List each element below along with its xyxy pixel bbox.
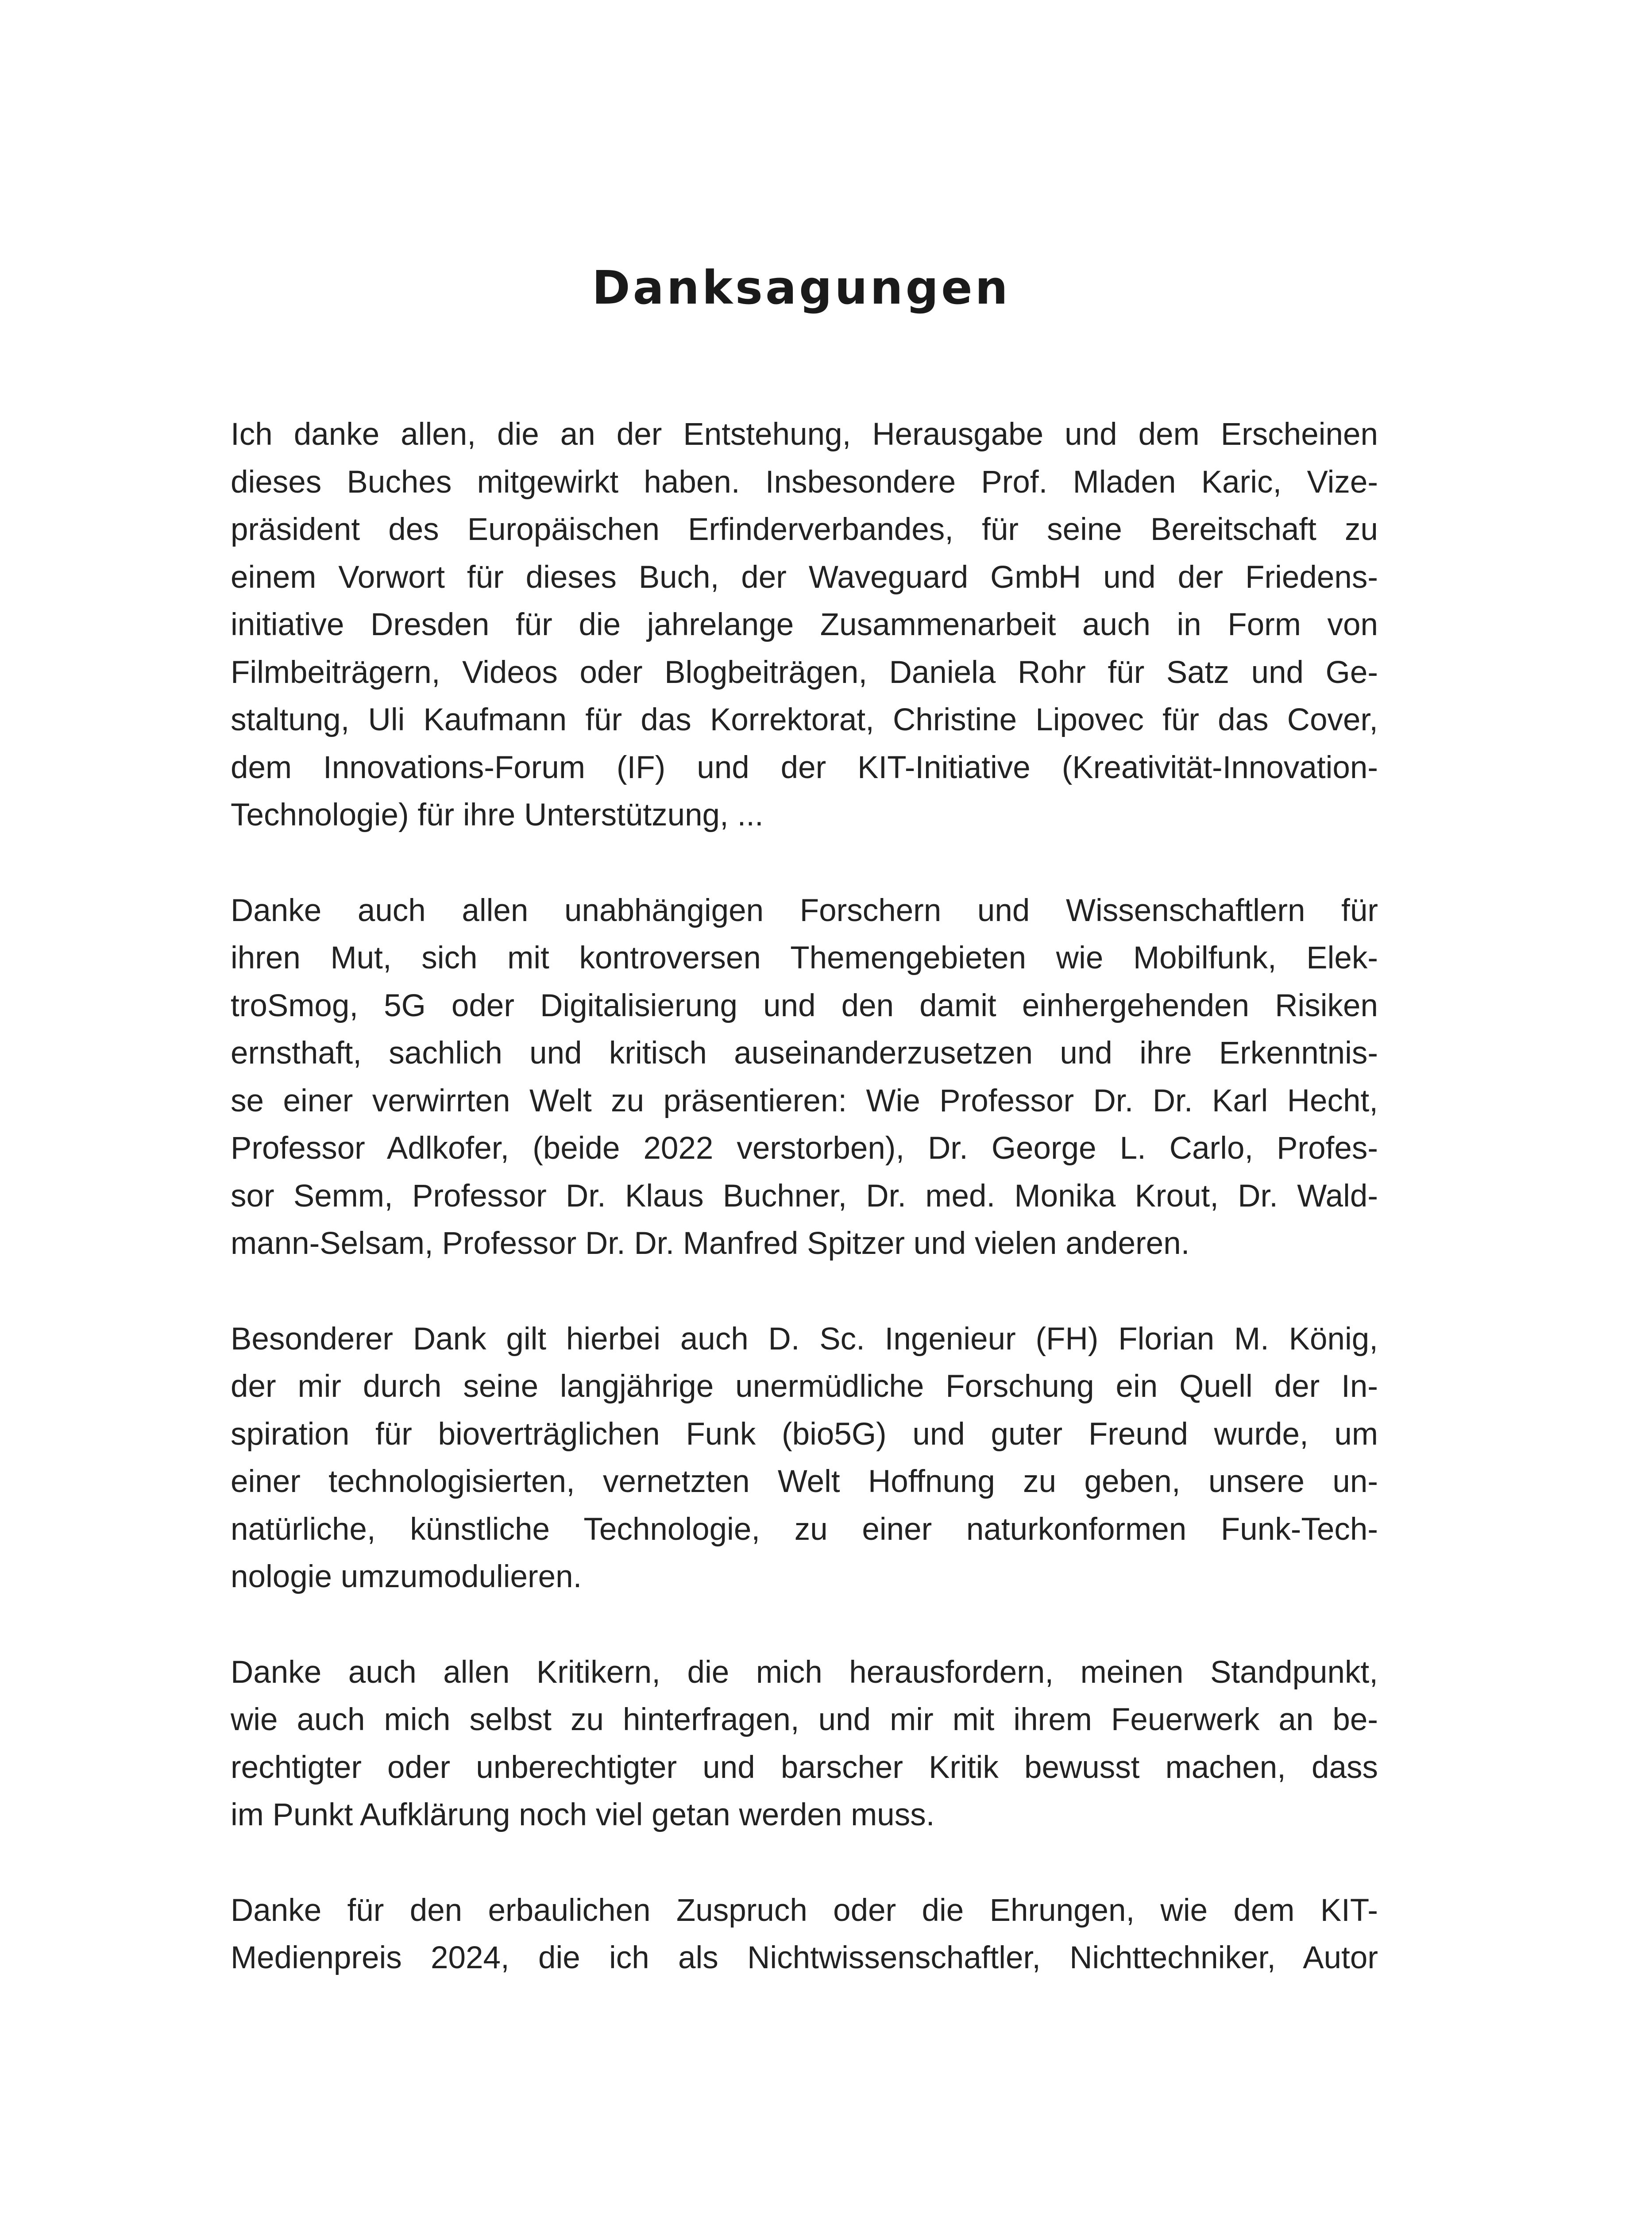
text-line: Danke auch allen Kritikern, die mich herausfordern, meinen Standpunkt,	[231, 1654, 1378, 1690]
text-line: Technologie) für ihre Unterstützung, ...	[231, 798, 764, 833]
paragraph-1	[231, 411, 1378, 839]
text-line: natürliche, künstliche Technologie, zu einer naturkonformen Funk-Tech-	[231, 1511, 1378, 1547]
text-line: Danke für den erbaulichen Zuspruch oder die Ehrungen, wie dem KIT-	[231, 1893, 1378, 1928]
paragraph-2	[231, 887, 1378, 1268]
text-line: dem Innovations-Forum (IF) und der KIT-Initiative (Kreativität-Innovation-	[231, 750, 1378, 785]
text-line: nologie umzumodulieren.	[231, 1559, 582, 1594]
paragraph-5	[231, 1887, 1378, 1982]
text-line: einem Vorwort für dieses Buch, der Waveguard GmbH und der Friedens-	[231, 559, 1378, 595]
text-line: troSmog, 5G oder Digitalisierung und den damit einhergehenden Risiken	[231, 988, 1378, 1023]
text-line: spiration für bioverträglichen Funk (bio5G) und guter Freund wurde, um	[231, 1416, 1378, 1452]
text-line: ihren Mut, sich mit kontroversen Themengebieten wie Mobilfunk, Elek-	[231, 941, 1378, 975]
text-line: initiative Dresden für die jahrelange Zusammenarbeit auch in Form von	[231, 607, 1378, 642]
text-line: präsident des Europäischen Erfinderverbandes, für seine Bereitschaft zu	[231, 512, 1378, 547]
text-line: ernsthaft, sachlich und kritisch auseinanderzusetzen und ihre Erkenntnis-	[231, 1036, 1378, 1071]
text-line: Medienpreis 2024, die ich als Nichtwissenschaftler, Nichttechniker, Autor	[231, 1940, 1378, 1975]
text-line: Danke auch allen unabhängigen Forschern und Wissenschaftlern für	[231, 893, 1378, 928]
page-title: Danksagungen	[592, 261, 1011, 315]
text-line: der mir durch seine langjährige unermüdliche Forschung ein Quell der In-	[231, 1369, 1378, 1404]
text-line: wie auch mich selbst zu hinterfragen, und mir mit ihrem Feuerwerk an be-	[231, 1702, 1378, 1737]
text-line: einer technologisierten, vernetzten Welt Hoffnung zu geben, unsere un-	[231, 1464, 1378, 1499]
paragraph-4	[231, 1649, 1378, 1839]
text-line: Ich danke allen, die an der Entstehung, Herausgabe und dem Erscheinen	[231, 417, 1378, 452]
text-line: Professor Adlkofer, (beide 2022 verstorben), Dr. George L. Carlo, Profes-	[231, 1131, 1378, 1166]
text-line: mann-Selsam, Professor Dr. Dr. Manfred Spitzer und vielen anderen.	[231, 1226, 1190, 1261]
text-line: im Punkt Aufklärung noch viel getan werden muss.	[231, 1797, 935, 1832]
text-line: rechtigter oder unberechtigter und barscher Kritik bewusst machen, dass	[231, 1750, 1378, 1785]
text-line: se einer verwirrten Welt zu präsentieren: Wie Professor Dr. Dr. Karl Hecht,	[231, 1083, 1378, 1118]
text-line: dieses Buches mitgewirkt haben. Insbesondere Prof. Mladen Karic, Vize-	[231, 464, 1378, 500]
text-line: Filmbeiträgern, Videos oder Blogbeiträgen, Daniela Rohr für Satz und Ge-	[231, 655, 1378, 690]
paragraph-3	[231, 1315, 1378, 1601]
text-line: sor Semm, Professor Dr. Klaus Buchner, Dr. med. Monika Krout, Dr. Wald-	[231, 1178, 1378, 1214]
body-text	[231, 411, 1378, 1982]
text-line: Besonderer Dank gilt hierbei auch D. Sc. Ingenieur (FH) Florian M. König,	[231, 1321, 1378, 1357]
text-line: staltung, Uli Kaufmann für das Korrektorat, Christine Lipovec für das Cover,	[231, 702, 1378, 737]
